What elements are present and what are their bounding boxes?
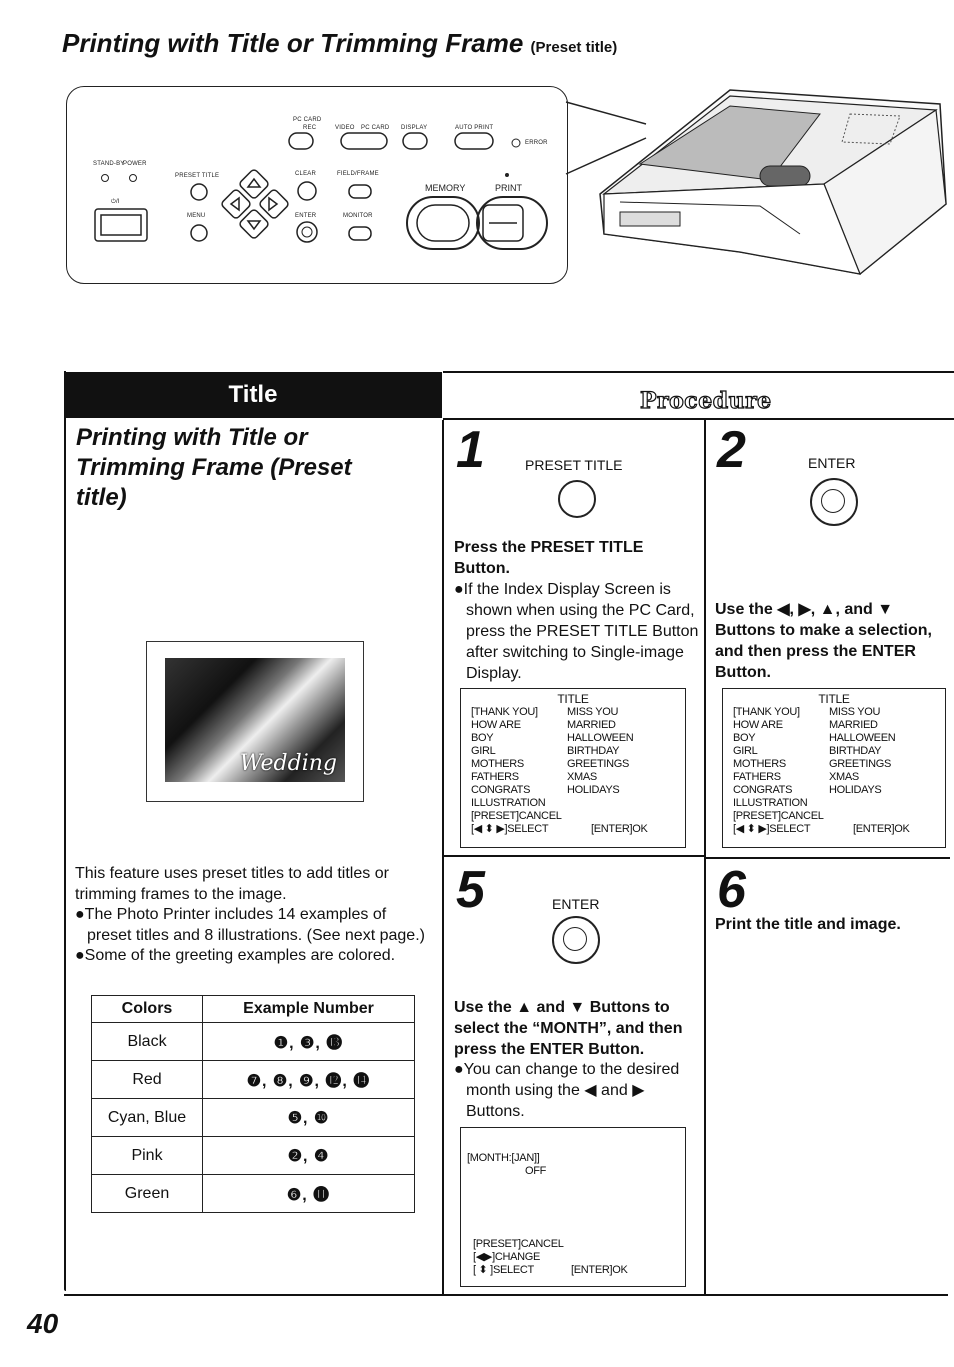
screen-item: [THANK YOU] [733, 706, 800, 718]
screen-item: BIRTHDAY [567, 745, 620, 757]
screen-item: GREETINGS [567, 758, 630, 770]
power-switch [95, 209, 147, 241]
screen-item: HOW ARE [471, 719, 521, 731]
label-menu: MENU [187, 213, 206, 219]
screen-select-hint: [◀ ⬍ ▶]SELECT [733, 823, 811, 835]
screen-item: HOLIDAYS [829, 784, 882, 796]
screen-ok-hint: [ENTER]OK [571, 1264, 628, 1276]
label-auto-print: AUTO PRINT [455, 125, 494, 131]
screen-item: MARRIED [829, 719, 878, 731]
page-heading [62, 28, 617, 59]
screen-select-hint: [◀ ⬍ ▶]SELECT [471, 823, 549, 835]
procedure-top-rule [443, 418, 954, 420]
screen-cancel-hint: [PRESET]CANCEL [733, 810, 824, 822]
frame-left-border [64, 371, 66, 1291]
table-cell-examples: ❶, ❸, ⓭ [203, 1023, 415, 1061]
intro-paragraph: This feature uses preset titles to add titles or trimming frames to the image. [75, 865, 389, 903]
label-preset-title: PRESET TITLE [175, 173, 220, 179]
intro-bullet-2: ●Some of the greeting examples are colored. [75, 947, 396, 965]
screen-item: FATHERS [733, 771, 781, 783]
table-cell-color: Black [92, 1023, 203, 1061]
screen-item: HOLIDAYS [567, 784, 620, 796]
photo-title-text: Wedding [239, 751, 337, 776]
table-row [92, 1061, 415, 1099]
screen-item: [THANK YOU] [471, 706, 538, 718]
step-1-button-label: PRESET TITLE [525, 457, 623, 473]
print-indicator [505, 173, 509, 177]
screen-select-hint: [ ⬍ ]SELECT [473, 1264, 534, 1276]
table-cell-examples: ❷, ❹ [203, 1137, 415, 1175]
screen-item: MISS YOU [829, 706, 881, 718]
title-menu-screen-1 [460, 688, 686, 848]
screen-cancel-hint: [PRESET]CANCEL [473, 1238, 564, 1250]
screen-item: XMAS [567, 771, 597, 783]
control-panel-diagram [66, 86, 568, 284]
screen-item: ILLUSTRATION [471, 797, 546, 809]
step-row-divider-b [706, 857, 950, 859]
label-error: ERROR [525, 140, 548, 146]
rec-button [289, 133, 313, 149]
step-1-number: 1 [456, 421, 485, 479]
screen-item: XMAS [829, 771, 859, 783]
menu-button [191, 225, 207, 241]
screen-item: CONGRATS [471, 784, 531, 796]
screen-item: MARRIED [567, 719, 616, 731]
label-power-switch: ⏻/I [111, 199, 120, 205]
table-cell-examples: ❻, ⓫ [203, 1175, 415, 1213]
screen-item: BOY [471, 732, 494, 744]
step-row-divider-a [443, 855, 705, 857]
step-2-number: 2 [717, 421, 746, 479]
preset-title-button-icon [558, 480, 596, 518]
screen-change-hint: [◀▶]CHANGE [473, 1251, 541, 1263]
table-row [92, 1023, 415, 1061]
table-header-row [92, 996, 415, 1023]
screen-item: GIRL [471, 745, 496, 757]
step-5-instruction: Use the ▲ and ▼ Buttons to select the “MONTH”, and then press the ENTER Button. [454, 999, 683, 1058]
printer-illustration [560, 84, 954, 290]
table-header-example-number: Example Number [203, 996, 415, 1023]
enter-button-icon [552, 916, 600, 964]
table-cell-color: Cyan, Blue [92, 1099, 203, 1137]
table-row [92, 1175, 415, 1213]
step-5-button-label: ENTER [552, 896, 600, 912]
screen-item: HOW ARE [733, 719, 783, 731]
sample-photo-frame [146, 641, 364, 802]
step-6-number: 6 [717, 861, 746, 919]
table-cell-color: Pink [92, 1137, 203, 1175]
screen-ok-hint: [ENTER]OK [591, 823, 648, 835]
page-number: 40 [27, 1308, 59, 1339]
screen-item: MOTHERS [471, 758, 524, 770]
enter-button-icon [810, 478, 858, 526]
screen-title: TITLE [818, 692, 850, 706]
label-rec: REC [303, 125, 317, 131]
label-video: VIDEO [335, 125, 355, 131]
intro-text-block [75, 864, 425, 967]
frame-top-border [443, 371, 954, 373]
standby-led [102, 175, 109, 182]
label-monitor: MONITOR [343, 213, 373, 219]
step-5-note: ●You can change to the desired month using the ◀ and ▶ Buttons. [454, 1061, 680, 1120]
screen-item: GREETINGS [829, 758, 892, 770]
label-field-frame: FIELD/FRAME [337, 171, 379, 177]
intro-bullet-1: ●The Photo Printer includes 14 examples of preset titles and 8 illustrations. (See next page.) [75, 906, 425, 944]
table-row [92, 1137, 415, 1175]
label-clear: CLEAR [295, 171, 317, 177]
label-pc-card: PC CARD [293, 117, 322, 123]
label-power: POWER [123, 161, 147, 167]
title-tab: Title [64, 372, 442, 418]
step-1-instruction: Press the PRESET TITLE Button. [454, 539, 644, 577]
table-cell-examples: ❺, ❿ [203, 1099, 415, 1137]
screen-title: TITLE [557, 692, 589, 706]
screen-ok-hint: [ENTER]OK [853, 823, 910, 835]
table-row [92, 1099, 415, 1137]
direction-pad [220, 168, 289, 239]
display-button [403, 133, 427, 149]
title-menu-screen-2 [722, 688, 946, 848]
monitor-button [349, 227, 371, 240]
wedding-photo [165, 658, 345, 782]
page-heading-main: Printing with Title or Trimming Frame [62, 28, 524, 58]
table-cell-color: Green [92, 1175, 203, 1213]
auto-print-switch [455, 133, 493, 149]
table-cell-examples: ❼, ❽, ❾, ⓬, ⓮ [203, 1061, 415, 1099]
screen-item: BOY [733, 732, 756, 744]
input-selector-switch [341, 133, 387, 149]
month-off-line: OFF [525, 1165, 547, 1177]
label-memory: MEMORY [425, 183, 466, 193]
screen-item: CONGRATS [733, 784, 793, 796]
preset-title-button [191, 184, 207, 200]
label-display: DISPLAY [401, 125, 428, 131]
label-pc-card-2: PC CARD [361, 125, 390, 131]
field-frame-button [349, 185, 371, 198]
color-examples-table [91, 995, 415, 1213]
power-led [130, 175, 137, 182]
frame-bottom-border [64, 1294, 948, 1296]
step-1-note: ●If the Index Display Screen is shown when using the PC Card, press the PRESET TITLE Button after switching to Single-image Display. [454, 581, 699, 682]
screen-cancel-hint: [PRESET]CANCEL [471, 810, 562, 822]
label-enter: ENTER [295, 213, 317, 219]
table-header-colors: Colors [92, 996, 203, 1023]
screen-item: GIRL [733, 745, 758, 757]
screen-item: HALLOWEEN [829, 732, 896, 744]
step-2-button-label: ENTER [808, 455, 856, 471]
screen-item: HALLOWEEN [567, 732, 634, 744]
month-line: [MONTH:[JAN]] [467, 1152, 540, 1164]
error-led [512, 139, 520, 147]
procedure-label: Procedure [640, 388, 772, 414]
screen-item: ILLUSTRATION [733, 797, 808, 809]
enter-button [297, 222, 317, 242]
table-cell-color: Red [92, 1061, 203, 1099]
screen-item: FATHERS [471, 771, 519, 783]
screen-item: BIRTHDAY [829, 745, 882, 757]
clear-button [298, 182, 316, 200]
control-panel-buttons [67, 87, 567, 283]
step-5-number: 5 [456, 861, 485, 919]
screen-item: MISS YOU [567, 706, 619, 718]
label-print: PRINT [495, 183, 522, 193]
page-heading-sub: (Preset title) [530, 39, 618, 56]
label-standby: STAND-BY [93, 161, 125, 167]
section-title: Printing with Title or Trimming Frame (Preset title) [76, 424, 352, 511]
step-2-instruction: Use the ◀, ▶, ▲, and ▼ Buttons to make a selection, and then press the ENTER Button. [715, 601, 932, 681]
column-divider-1 [442, 420, 444, 1296]
step-6-instruction: Print the title and image. [715, 916, 901, 933]
month-screen [460, 1127, 686, 1287]
screen-item: MOTHERS [733, 758, 786, 770]
